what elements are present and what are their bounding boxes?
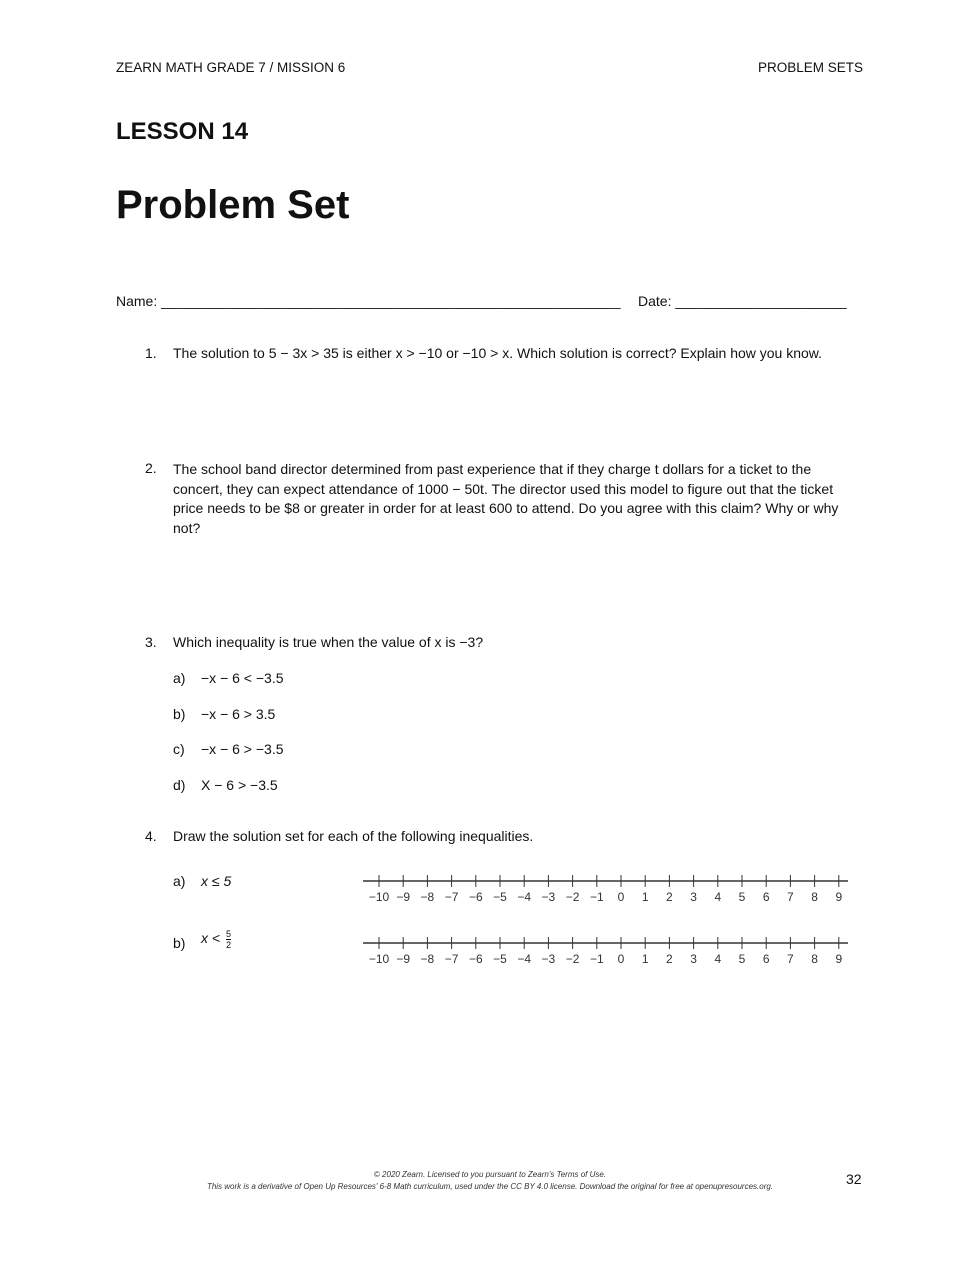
tick-label: −8 [420,890,435,902]
problem-number: 3. [145,634,157,650]
tick-label: −10 [368,952,390,964]
number-line-b[interactable] [355,934,855,964]
option-label: c) [173,741,185,757]
tick-label: −7 [444,952,459,964]
tick-label: 5 [738,952,746,964]
problem-number: 4. [145,828,157,844]
problem-3-text: Which inequality is true when the value of x is −3? [173,634,484,650]
option-text: −x − 6 > 3.5 [201,706,276,722]
name-field[interactable]: Name: ___________________________________________________________ [116,293,621,309]
tick-label: 6 [762,890,770,902]
option-text: −x − 6 > −3.5 [201,741,284,757]
tick-label: −6 [468,952,483,964]
tick-label: 3 [690,952,697,964]
tick-label: 0 [617,890,625,902]
option-text: −x − 6 < −3.5 [201,670,284,686]
option-label: d) [173,777,186,793]
date-field[interactable]: Date: ______________________ [638,293,847,309]
tick-label: 9 [835,890,843,902]
page-number: 32 [846,1171,862,1187]
tick-label: −9 [396,952,411,964]
problem-number: 2. [145,460,157,476]
tick-label: −8 [420,952,435,964]
tick-label: −1 [589,890,604,902]
tick-label: 7 [787,890,794,902]
problem-4-text: Draw the solution set for each of the following inequalities. [173,828,534,844]
problem-1-text: The solution to 5 − 3x > 35 is either x > −10 or −10 > x. Which solution is correct? Explain how you know. [173,345,823,361]
part-label: a) [173,873,186,889]
tick-label: −2 [565,890,580,902]
problem-number: 1. [145,345,157,361]
fraction-denominator: 2 [225,940,231,950]
tick-label: −10 [368,890,390,902]
tick-label: 5 [738,890,746,902]
part-label: b) [173,935,186,951]
fraction-numerator: 5 [225,929,231,939]
problem-2-text: The school band director determined from past experience that if they charge t dollars for a ticket to the concert, they can expect attendance of 1000 − 50t. The director used this model to figure out that the ticket price needs to be $8 or greater in order for at least 600 to attend. Do you agree with this claim? Why or why not? [173,461,839,536]
number-line-a[interactable] [355,872,855,902]
tick-label: 4 [714,890,722,902]
option-label: b) [173,706,186,722]
tick-label: 1 [641,952,649,964]
fraction [226,929,231,950]
tick-label: 4 [714,952,722,964]
tick-label: −7 [444,890,459,902]
lesson-label: LESSON 14 [116,118,249,145]
header-section: PROBLEM SETS [757,60,863,75]
option-label: a) [173,670,186,686]
tick-label: −3 [541,952,556,964]
tick-label: −1 [589,952,604,964]
footer-copyright: © 2020 Zearn. Licensed to you pursuant to Zearn's Terms of Use. [373,1170,607,1179]
tick-label: 1 [641,890,649,902]
tick-label: −4 [517,890,532,902]
inequality-b [201,929,231,950]
tick-label: −5 [493,890,507,902]
footer-license: This work is a derivative of Open Up Resources' 6-8 Math curriculum, used under the CC BY 4.0 license. Download the original for free at openupresources.org. [206,1182,774,1191]
tick-label: 0 [617,952,625,964]
tick-label: −3 [541,890,556,902]
page-title: Problem Set [116,183,350,227]
tick-label: 2 [666,890,673,902]
tick-label: 3 [690,890,697,902]
tick-label: −2 [565,952,580,964]
header-course: ZEARN MATH GRADE 7 / MISSION 6 [116,60,346,75]
tick-label: −5 [493,952,507,964]
option-text: X − 6 > −3.5 [201,777,278,793]
tick-label: 2 [666,952,673,964]
tick-label: −6 [468,890,483,902]
tick-label: −4 [517,952,532,964]
inequality-a: x ≤ 5 [201,873,232,889]
inequality-b-text: x < [201,930,221,947]
tick-label: −9 [396,890,411,902]
tick-label: 7 [787,952,794,964]
tick-label: 6 [762,952,770,964]
tick-label: 8 [811,890,818,902]
tick-label: 8 [811,952,818,964]
tick-label: 9 [835,952,843,964]
